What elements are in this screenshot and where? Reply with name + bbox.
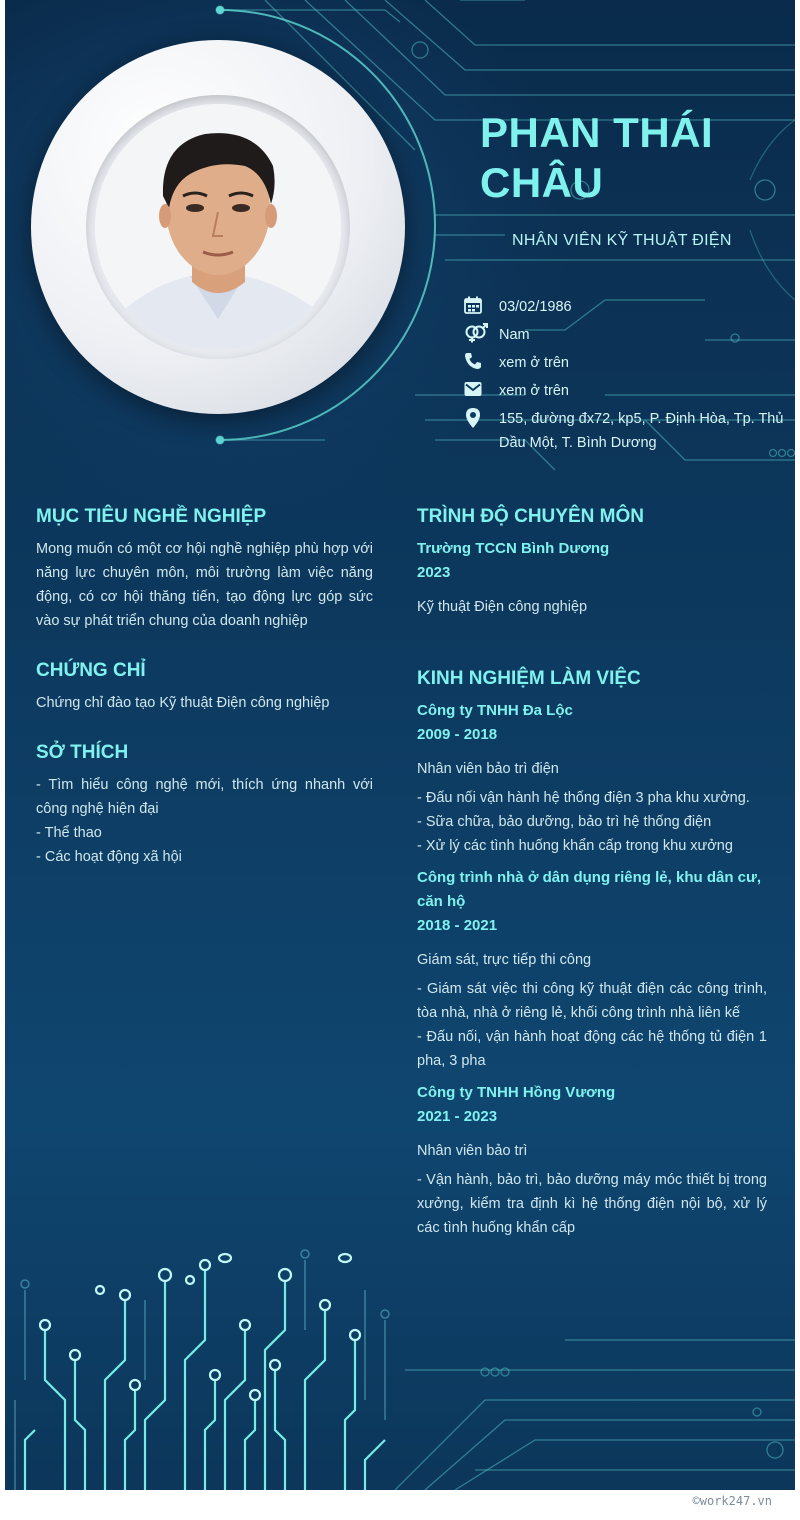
education-title: TRÌNH ĐỘ CHUYÊN MÔN (417, 506, 644, 527)
job-entry (417, 1081, 767, 1240)
job-duty: - Sữa chữa, bảo dưỡng, bảo trì hệ thống điện (417, 814, 712, 830)
job-period: 2021 - 2023 (417, 1108, 498, 1125)
job-position: Nhân viên bảo trì điện (417, 761, 559, 777)
hobby-item: - Tìm hiểu công nghệ mới, thích ứng nhanh với công nghệ hiện đại (36, 777, 373, 817)
contact-row-gender (463, 323, 793, 347)
profile-photo-frame (31, 40, 405, 414)
portrait-illustration (95, 104, 341, 350)
birthdate-value: 03/02/1986 (499, 299, 572, 315)
job-duty: - Đấu nối, vận hành hoạt động các hệ thống tủ điện 1 pha, 3 pha (417, 1029, 767, 1069)
contact-row-birthdate (463, 295, 793, 319)
job-duty: - Xử lý các tình huống khẩn cấp trong khu xưởng (417, 838, 733, 854)
cv-page (5, 0, 795, 1490)
job-entry (417, 699, 767, 858)
hobby-item: - Thể thao (36, 825, 102, 841)
candidate-name: PHAN THÁI CHÂU (480, 109, 714, 206)
phone-value[interactable]: xem ở trên (499, 355, 569, 371)
profile-photo-inner-ring (86, 95, 350, 359)
watermark: ©work247.vn (692, 1494, 772, 1508)
job-title: NHÂN VIÊN KỸ THUẬT ĐIỆN (512, 232, 732, 249)
gender-value: Nam (499, 327, 530, 343)
phone-icon (463, 351, 499, 371)
envelope-icon (463, 379, 499, 399)
job-company: Công trình nhà ở dân dụng riêng lẻ, khu dân cư, căn hộ (417, 869, 762, 910)
email-value[interactable]: xem ở trên (499, 383, 569, 399)
certificates-title: CHỨNG CHỈ (36, 660, 146, 681)
calendar-icon (463, 295, 499, 315)
left-column (36, 505, 373, 869)
job-company: Công ty TNHH Đa Lộc (417, 702, 573, 719)
job-position: Giám sát, trực tiếp thi công (417, 952, 592, 968)
experience-title: KINH NGHIỆM LÀM VIỆC (417, 668, 641, 689)
education-year: 2023 (417, 564, 451, 581)
contact-row-address (463, 407, 793, 455)
gender-icon (463, 323, 499, 343)
profile-photo (95, 104, 341, 350)
job-period: 2018 - 2021 (417, 917, 498, 934)
right-column (417, 505, 767, 1240)
contact-row-phone (463, 351, 793, 375)
certificates-text: Chứng chỉ đào tạo Kỹ thuật Điện công nghiệp (36, 695, 330, 711)
objective-title: MỤC TIÊU NGHỀ NGHIỆP (36, 506, 267, 527)
location-pin-icon (463, 407, 499, 427)
job-company: Công ty TNHH Hồng Vương (417, 1084, 616, 1101)
hobby-item: - Các hoạt động xã hội (36, 849, 182, 865)
job-duty: - Đấu nối vận hành hệ thống điện 3 pha khu xưởng. (417, 790, 750, 806)
job-entry (417, 866, 767, 1073)
contact-row-email (463, 379, 793, 403)
education-major: Kỹ thuật Điện công nghiệp (417, 599, 588, 615)
contact-info (463, 295, 793, 459)
education-school: Trường TCCN Bình Dương (417, 540, 610, 557)
hobbies-title: SỞ THÍCH (36, 742, 129, 763)
job-duty: - Vận hành, bảo trì, bảo dưỡng máy móc thiết bị trong xưởng, kiểm tra định kì hệ thống điện nội bộ, xử lý các tình huống khẩn cấp (417, 1172, 767, 1236)
address-value: 155, đường đx72, kp5, P. Định Hòa, Tp. Thủ Dầu Một, T. Bình Dương (499, 411, 784, 451)
job-period: 2009 - 2018 (417, 726, 498, 743)
job-position: Nhân viên bảo trì (417, 1143, 528, 1159)
objective-text: Mong muốn có một cơ hội nghề nghiệp phù hợp với năng lực chuyên môn, môi trường làm việc năng động, có cơ hội thăng tiến, tạo động lực góp sức vào sự phát triển chung của doanh nghiệp (36, 541, 373, 629)
job-duty: - Giám sát việc thi công kỹ thuật điện các công trình, tòa nhà, nhà ở riêng lẻ, khối công trình nhà liên kế (417, 981, 767, 1021)
